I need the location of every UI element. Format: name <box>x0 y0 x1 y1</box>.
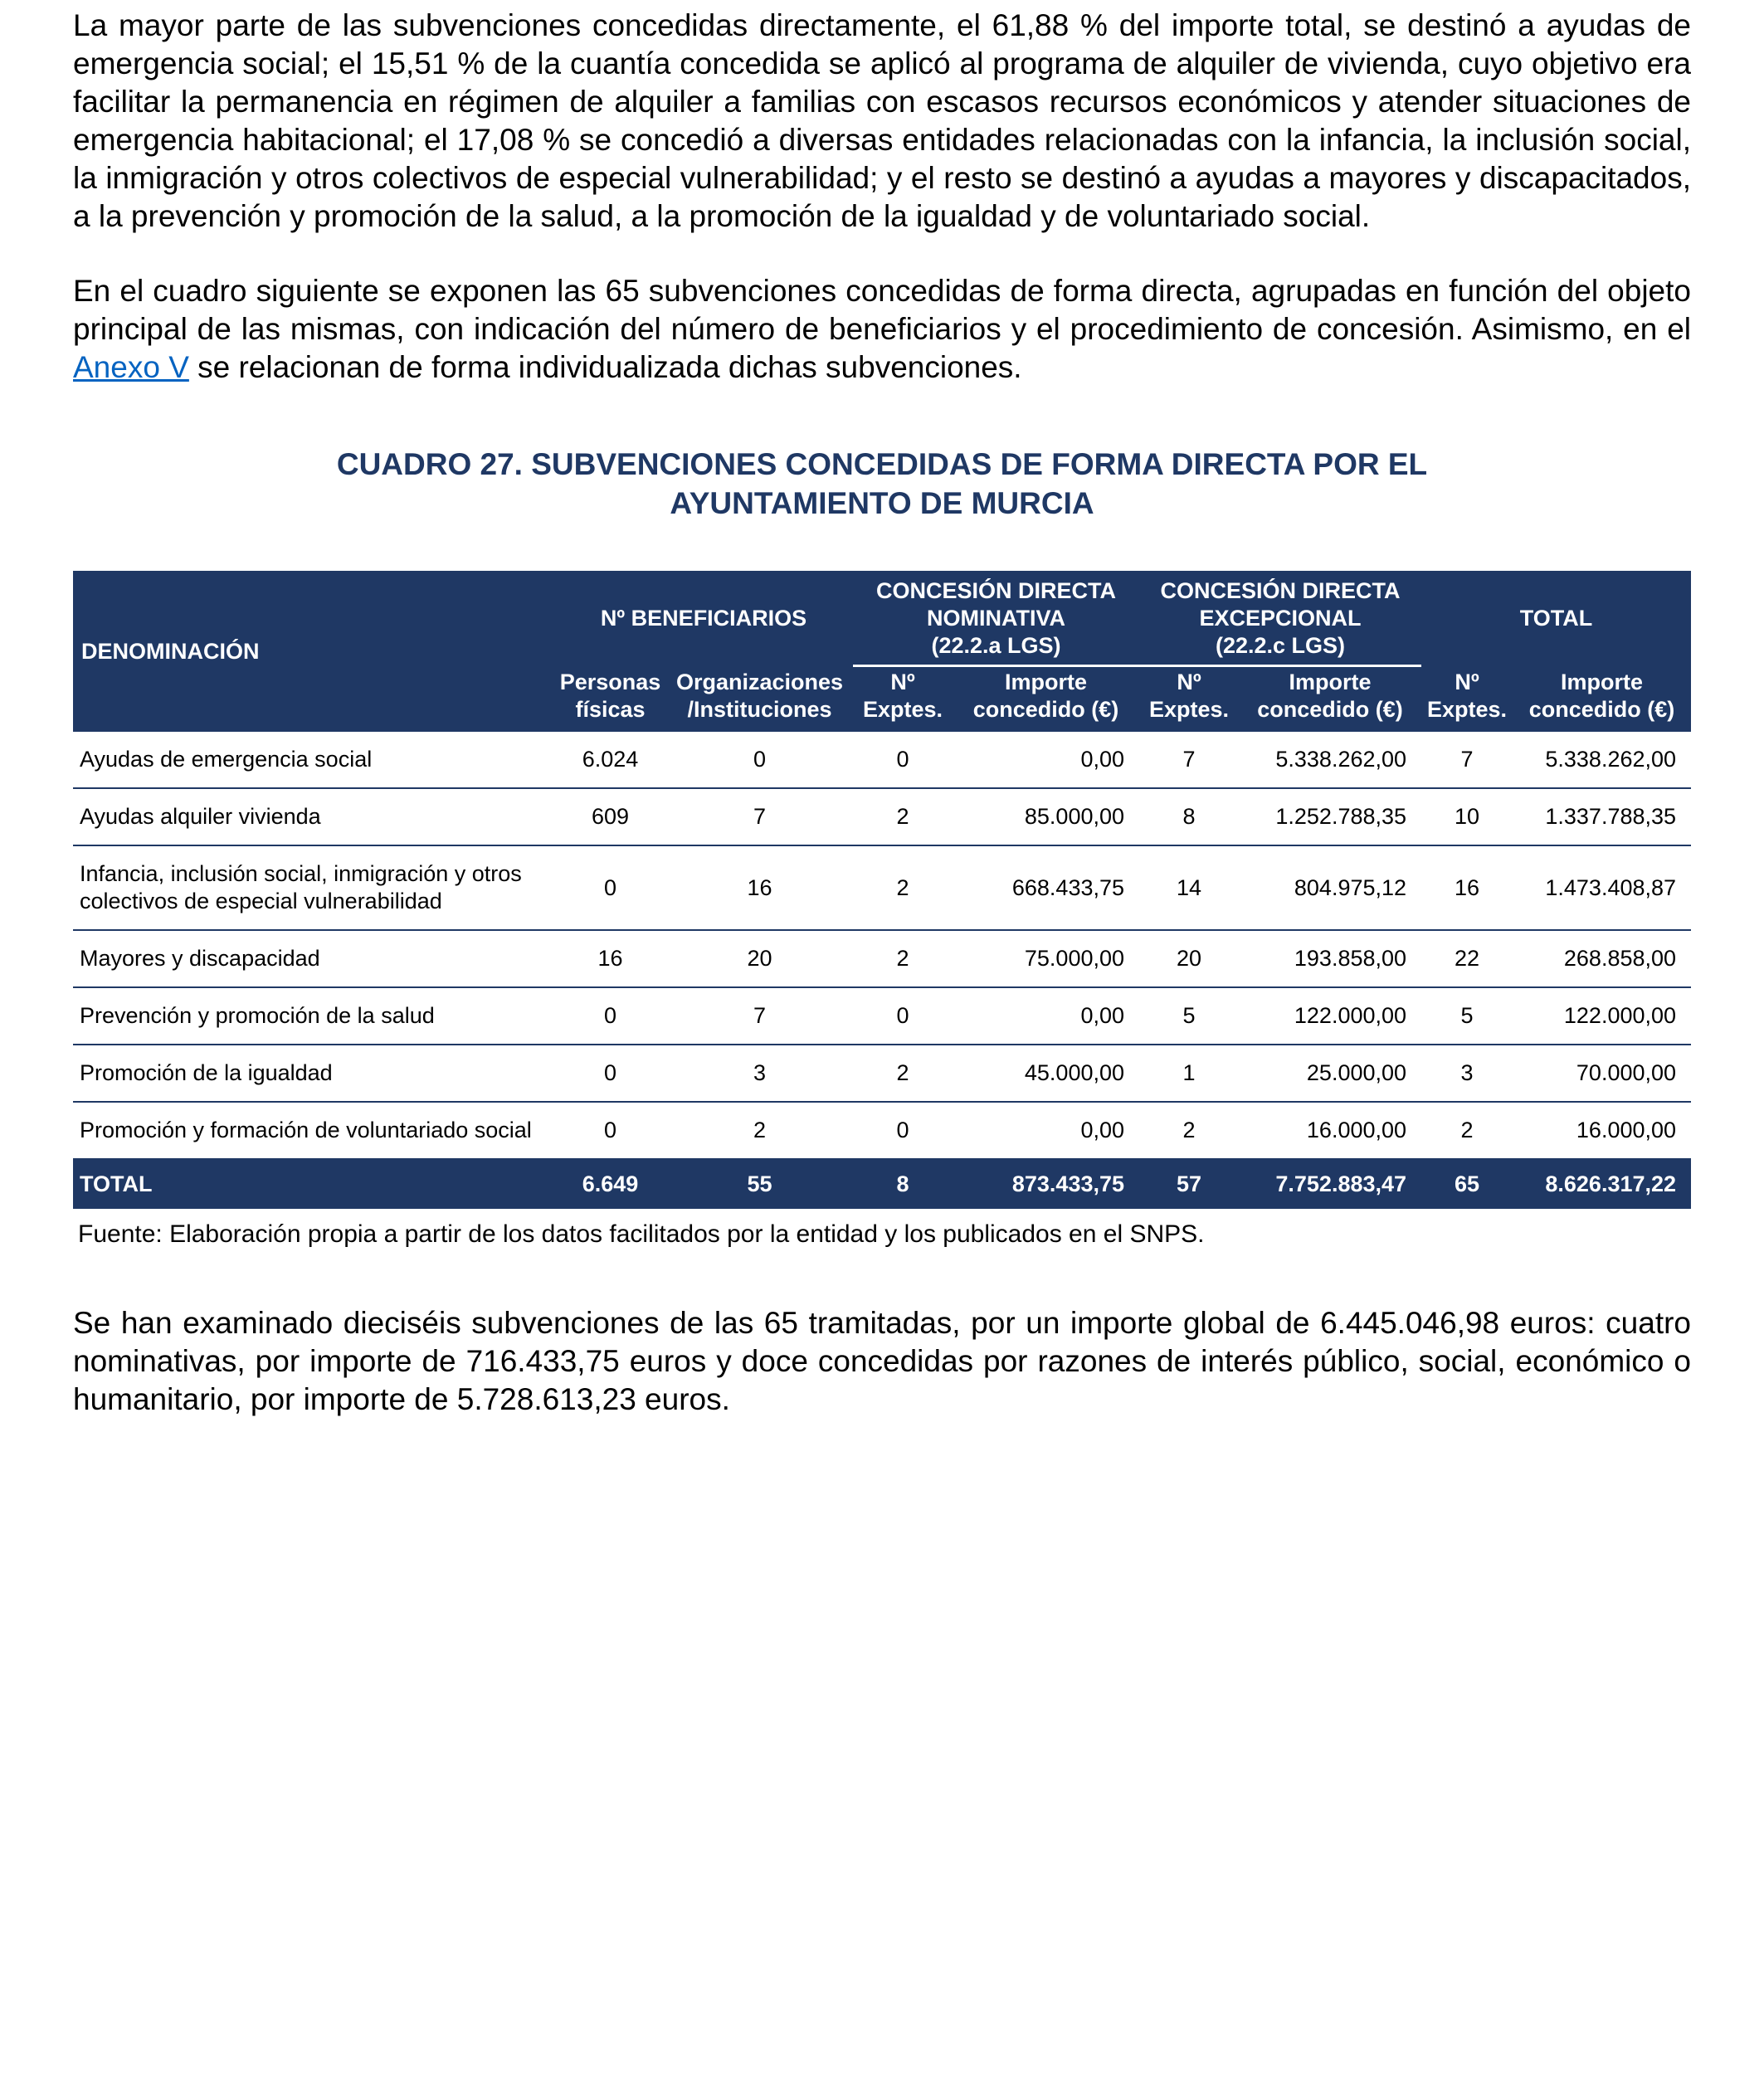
table-row <box>73 987 1691 1045</box>
cell-total-importe: 70.000,00 <box>1513 1045 1691 1102</box>
group-title-excepcional: CONCESIÓN DIRECTA EXCEPCIONAL <box>1160 578 1401 631</box>
col-header-denominacion: DENOMINACIÓN <box>73 571 554 732</box>
cell-nominativa-importe: 85.000,00 <box>953 788 1139 845</box>
col-header-total-exptes: Nº Exptes. <box>1421 666 1513 733</box>
cell-total-importe: 268.858,00 <box>1513 930 1691 987</box>
cell-excepcional-exptes: 14 <box>1139 845 1239 930</box>
cuadro-reference-paragraph <box>73 272 1691 387</box>
cell-excepcional-exptes: 1 <box>1139 1045 1239 1102</box>
cell-nominativa-exptes: 2 <box>853 845 953 930</box>
table-row <box>73 732 1691 788</box>
cell-total-importe: 16.000,00 <box>1513 1102 1691 1159</box>
cell-organizaciones: 20 <box>666 930 853 987</box>
cell-excepcional-importe: 122.000,00 <box>1239 987 1421 1045</box>
table-total-row <box>73 1159 1691 1209</box>
cell-total-exptes: 3 <box>1421 1045 1513 1102</box>
total-excepcional-exptes: 57 <box>1139 1159 1239 1209</box>
cell-nominativa-importe: 0,00 <box>953 732 1139 788</box>
cell-organizaciones: 2 <box>666 1102 853 1159</box>
row-label: Ayudas de emergencia social <box>73 732 554 788</box>
total-organizaciones: 55 <box>666 1159 853 1209</box>
paragraph-text-after-link: se relacionan de forma individualizada dichas subvenciones. <box>188 350 1022 384</box>
cell-excepcional-importe: 193.858,00 <box>1239 930 1421 987</box>
table-row <box>73 1045 1691 1102</box>
cell-excepcional-importe: 16.000,00 <box>1239 1102 1421 1159</box>
row-label: Ayudas alquiler vivienda <box>73 788 554 845</box>
examined-subventions-paragraph: Se han examinado dieciséis subvenciones de las 65 tramitadas, por un importe global de 6.445.046,98 euros: cuatro nominativas, por importe de 716.433,75 euros y doce concedidas por razones de interés público, social, económico o humanitario, por importe de 5.728.613,23 euros. <box>73 1306 1691 1416</box>
cell-nominativa-importe: 0,00 <box>953 987 1139 1045</box>
row-label: Promoción y formación de voluntariado social <box>73 1102 554 1159</box>
cell-total-exptes: 2 <box>1421 1102 1513 1159</box>
col-group-beneficiarios: Nº BENEFICIARIOS <box>554 571 853 666</box>
cell-personas: 0 <box>554 845 666 930</box>
row-label: Promoción de la igualdad <box>73 1045 554 1102</box>
subventions-table <box>73 571 1691 1209</box>
cell-nominativa-exptes: 0 <box>853 732 953 788</box>
cell-personas: 0 <box>554 1102 666 1159</box>
cell-total-exptes: 22 <box>1421 930 1513 987</box>
group-title-nominativa: CONCESIÓN DIRECTA NOMINATIVA <box>876 578 1117 631</box>
col-group-concesion-excepcional <box>1139 571 1421 666</box>
total-total-exptes: 65 <box>1421 1159 1513 1209</box>
cell-nominativa-exptes: 2 <box>853 930 953 987</box>
table-row <box>73 930 1691 987</box>
cell-excepcional-importe: 25.000,00 <box>1239 1045 1421 1102</box>
cell-nominativa-exptes: 2 <box>853 1045 953 1102</box>
col-group-concesion-nominativa <box>853 571 1139 666</box>
cell-excepcional-exptes: 7 <box>1139 732 1239 788</box>
cell-total-exptes: 16 <box>1421 845 1513 930</box>
cell-personas: 609 <box>554 788 666 845</box>
total-excepcional-importe: 7.752.883,47 <box>1239 1159 1421 1209</box>
cell-total-exptes: 7 <box>1421 732 1513 788</box>
cell-nominativa-exptes: 2 <box>853 788 953 845</box>
cell-nominativa-importe: 0,00 <box>953 1102 1139 1159</box>
table-row <box>73 1102 1691 1159</box>
col-header-personas-fisicas: Personas físicas <box>554 666 666 733</box>
cell-total-exptes: 10 <box>1421 788 1513 845</box>
cell-personas: 16 <box>554 930 666 987</box>
cell-excepcional-importe: 804.975,12 <box>1239 845 1421 930</box>
cell-total-importe: 1.473.408,87 <box>1513 845 1691 930</box>
cell-excepcional-exptes: 5 <box>1139 987 1239 1045</box>
cell-excepcional-exptes: 2 <box>1139 1102 1239 1159</box>
col-header-excepcional-importe: Importe concedido (€) <box>1239 666 1421 733</box>
cell-organizaciones: 16 <box>666 845 853 930</box>
cell-personas: 6.024 <box>554 732 666 788</box>
cell-personas: 0 <box>554 1045 666 1102</box>
table-row <box>73 845 1691 930</box>
total-nominativa-importe: 873.433,75 <box>953 1159 1139 1209</box>
total-total-importe: 8.626.317,22 <box>1513 1159 1691 1209</box>
cell-personas: 0 <box>554 987 666 1045</box>
table-header <box>73 571 1691 732</box>
cell-excepcional-exptes: 8 <box>1139 788 1239 845</box>
cell-organizaciones: 7 <box>666 788 853 845</box>
anexo-v-link[interactable]: Anexo V <box>73 350 189 384</box>
cell-excepcional-importe: 5.338.262,00 <box>1239 732 1421 788</box>
total-personas: 6.649 <box>554 1159 666 1209</box>
table-title: CUADRO 27. SUBVENCIONES CONCEDIDAS DE FORMA DIRECTA POR EL AYUNTAMIENTO DE MURCIA <box>336 447 1428 520</box>
col-header-nominativa-exptes: Nº Exptes. <box>853 666 953 733</box>
cell-total-importe: 122.000,00 <box>1513 987 1691 1045</box>
paragraph-text-before-link: En el cuadro siguiente se exponen las 65 subvenciones concedidas de forma directa, agrupadas en función del objeto principal de las mismas, con indicación del número de beneficiarios y el procedimiento de concesión. Asimismo, en el <box>73 274 1691 346</box>
cell-organizaciones: 0 <box>666 732 853 788</box>
table-body <box>73 732 1691 1209</box>
cell-nominativa-exptes: 0 <box>853 1102 953 1159</box>
cell-nominativa-importe: 75.000,00 <box>953 930 1139 987</box>
cell-total-importe: 5.338.262,00 <box>1513 732 1691 788</box>
table-source-note: Fuente: Elaboración propia a partir de los datos facilitados por la entidad y los publicados en el SNPS. <box>78 1220 1205 1248</box>
total-label: TOTAL <box>73 1159 554 1209</box>
cell-organizaciones: 3 <box>666 1045 853 1102</box>
col-group-total: TOTAL <box>1421 571 1691 666</box>
cell-nominativa-importe: 668.433,75 <box>953 845 1139 930</box>
col-header-organizaciones: Organizaciones /Instituciones <box>666 666 853 733</box>
cell-excepcional-exptes: 20 <box>1139 930 1239 987</box>
intro-paragraph: La mayor parte de las subvenciones concedidas directamente, el 61,88 % del importe total, se destinó a ayudas de emergencia social; el 15,51 % de la cuantía concedida se aplicó al programa de alquiler de vivienda, cuyo objetivo era facilitar la permanencia en régimen de alquiler a familias con escasos recursos económicos y atender situaciones de emergencia habitacional; el 17,08 % se concedió a diversas entidades relacionadas con la infancia, la inclusión social, la inmigración y otros colectivos de especial vulnerabilidad; y el resto se destinó a ayudas a mayores y discapacitados, a la prevención y promoción de la salud, a la promoción de la igualdad y de voluntariado social. <box>73 8 1691 233</box>
total-nominativa-exptes: 8 <box>853 1159 953 1209</box>
col-header-total-importe: Importe concedido (€) <box>1513 666 1691 733</box>
row-label: Prevención y promoción de la salud <box>73 987 554 1045</box>
table-row <box>73 788 1691 845</box>
col-header-excepcional-exptes: Nº Exptes. <box>1139 666 1239 733</box>
cell-excepcional-importe: 1.252.788,35 <box>1239 788 1421 845</box>
cell-organizaciones: 7 <box>666 987 853 1045</box>
cell-total-importe: 1.337.788,35 <box>1513 788 1691 845</box>
cell-nominativa-importe: 45.000,00 <box>953 1045 1139 1102</box>
table-header-group-row <box>73 571 1691 666</box>
row-label: Mayores y discapacidad <box>73 930 554 987</box>
group-law-nominativa: (22.2.a LGS) <box>931 633 1061 658</box>
group-law-excepcional: (22.2.c LGS) <box>1215 633 1346 658</box>
cell-nominativa-exptes: 0 <box>853 987 953 1045</box>
row-label: Infancia, inclusión social, inmigración y otros colectivos de especial vulnerabilidad <box>73 845 554 930</box>
col-header-nominativa-importe: Importe concedido (€) <box>953 666 1139 733</box>
cell-total-exptes: 5 <box>1421 987 1513 1045</box>
